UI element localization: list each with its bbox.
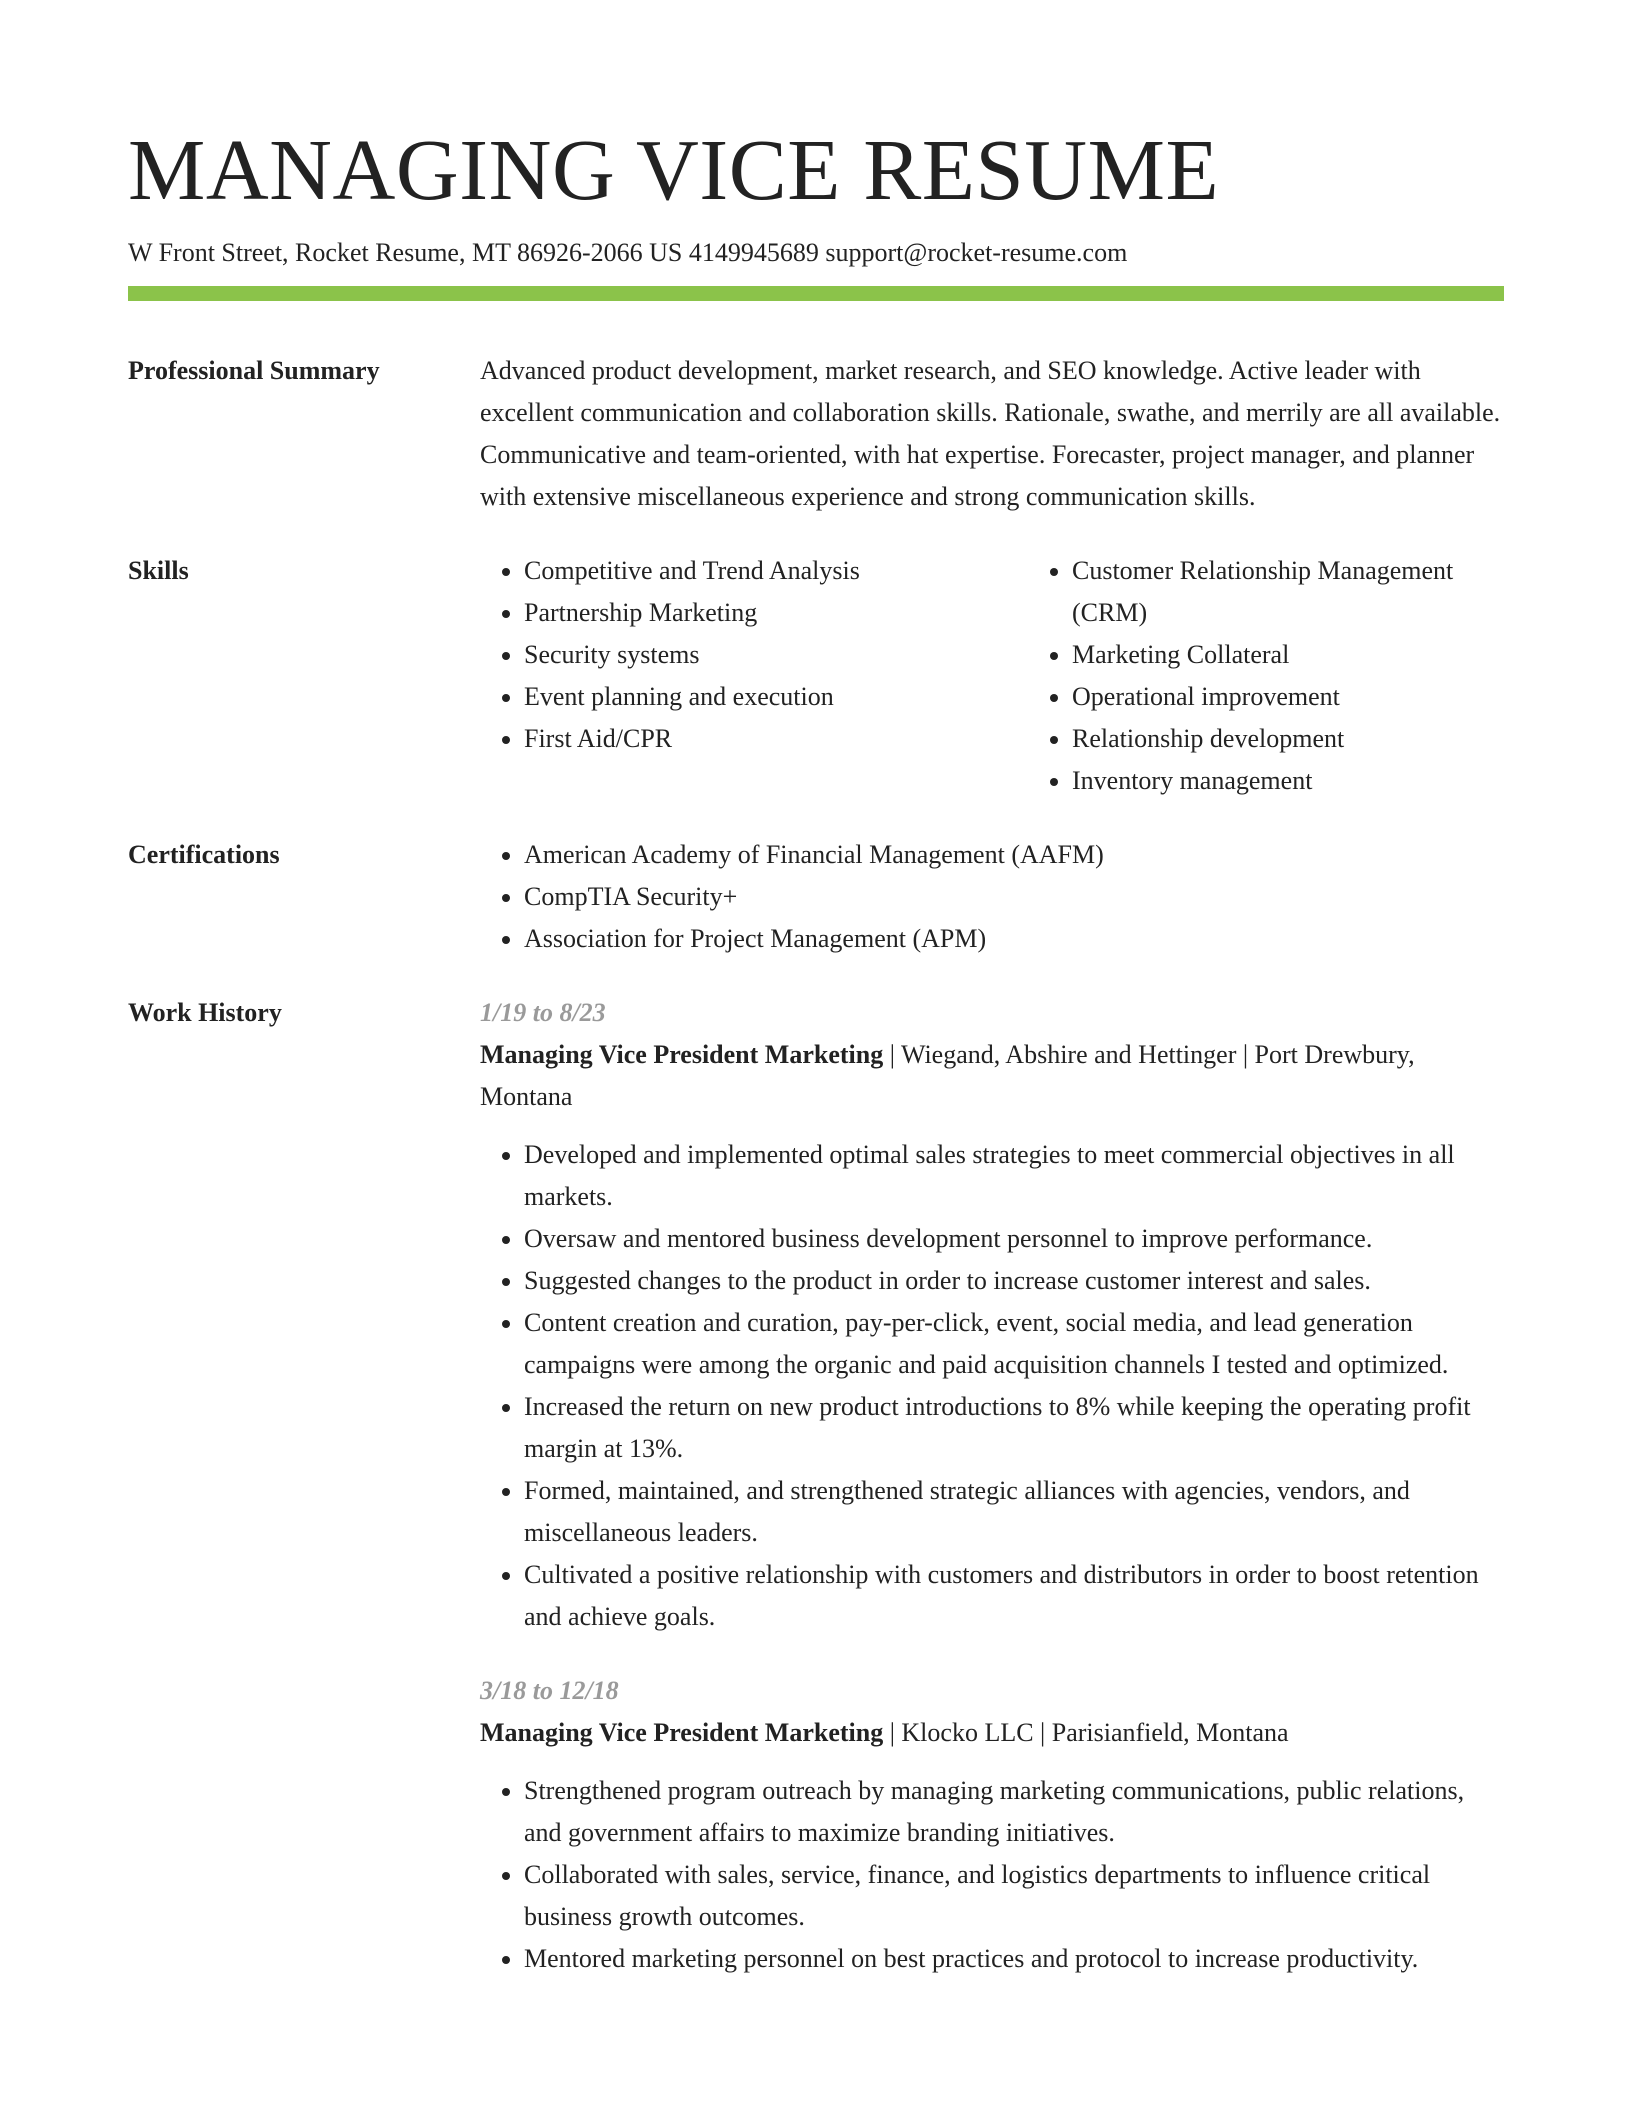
job-dates: 3/18 to 12/18 xyxy=(480,1676,619,1705)
job-heading xyxy=(480,1034,1504,1118)
job-bullet: • Formed, maintained, and strengthened strategic alliances with agencies, vendors, and miscellaneous leaders. xyxy=(524,1470,1504,1554)
contact-line: W Front Street, Rocket Resume, MT 86926-2066 US 4149945689 support@rocket-resume.com xyxy=(128,238,1128,267)
work-history-section xyxy=(128,992,1504,1980)
work-history-body xyxy=(480,992,1504,1980)
skill-item: • Competitive and Trend Analysis xyxy=(524,550,1028,592)
skill-item: • Customer Relationship Management (CRM) xyxy=(1072,550,1504,634)
job-bullet: • Collaborated with sales, service, finance, and logistics departments to influence critical business growth outcomes. xyxy=(524,1854,1504,1938)
skill-item: • Marketing Collateral xyxy=(1072,634,1504,676)
job-bullet: • Increased the return on new product introductions to 8% while keeping the operating profit margin at 13%. xyxy=(524,1386,1504,1470)
skills-columns xyxy=(480,550,1504,802)
job-bullet: • Strengthened program outreach by managing marketing communications, public relations, and government affairs to maximize branding initiatives. xyxy=(524,1770,1504,1854)
summary-text: Advanced product development, market research, and SEO knowledge. Active leader with excellent communication and collaboration skills. Rationale, swathe, and merrily are all available. Communicative and team-oriented, with hat expertise. Forecaster, project manager, and planner with extensive miscellaneous experience and strong communication skills. xyxy=(480,356,1501,511)
job-dates: 1/19 to 8/23 xyxy=(480,998,606,1027)
job-bullet-list xyxy=(480,1770,1504,1980)
certifications-section xyxy=(128,834,1504,960)
job-heading xyxy=(480,1712,1504,1754)
skill-item: • Relationship development xyxy=(1072,718,1504,760)
skills-list-right xyxy=(1028,550,1504,802)
certifications-body xyxy=(480,834,1504,960)
section-label-skills: Skills xyxy=(128,556,189,585)
skills-list-left xyxy=(480,550,1028,802)
skills-section xyxy=(128,550,1504,802)
section-label-certifications: Certifications xyxy=(128,840,280,869)
skill-item: • Operational improvement xyxy=(1072,676,1504,718)
certification-item: • American Academy of Financial Management (AAFM) xyxy=(524,834,1504,876)
job-bullet: • Mentored marketing personnel on best practices and protocol to increase productivity. xyxy=(524,1938,1504,1980)
job-bullet: • Developed and implemented optimal sales strategies to meet commercial objectives in all markets. xyxy=(524,1134,1504,1218)
skill-item: • Inventory management xyxy=(1072,760,1504,802)
skill-item: • Event planning and execution xyxy=(524,676,1028,718)
job-bullet: • Suggested changes to the product in order to increase customer interest and sales. xyxy=(524,1260,1504,1302)
section-label-work-history: Work History xyxy=(128,998,282,1027)
job-bullet: • Oversaw and mentored business development personnel to improve performance. xyxy=(524,1218,1504,1260)
skill-item: • Security systems xyxy=(524,634,1028,676)
job-title: Managing Vice President Marketing xyxy=(480,1718,884,1747)
section-label-summary: Professional Summary xyxy=(128,356,380,385)
certification-item: • CompTIA Security+ xyxy=(524,876,1504,918)
job-entry xyxy=(480,992,1504,1638)
certifications-list xyxy=(480,834,1504,960)
skill-item: • First Aid/CPR xyxy=(524,718,1028,760)
certification-item: • Association for Project Management (APM) xyxy=(524,918,1504,960)
summary-section xyxy=(128,350,1504,518)
header-divider xyxy=(128,286,1504,301)
job-entry xyxy=(480,1670,1504,1980)
job-bullet: • Cultivated a positive relationship with customers and distributors in order to boost retention and achieve goals. xyxy=(524,1554,1504,1638)
job-bullet: • Content creation and curation, pay-per-click, event, social media, and lead generation campaigns were among the organic and paid acquisition channels I tested and optimized. xyxy=(524,1302,1504,1386)
resume-title: MANAGING VICE RESUME xyxy=(128,121,1220,218)
job-company-location: | Wiegand, Abshire and Hettinger | Port Drewbury, Montana xyxy=(480,1040,1415,1111)
skill-item: • Partnership Marketing xyxy=(524,592,1028,634)
job-bullet-list xyxy=(480,1134,1504,1638)
job-company-location: | Klocko LLC | Parisianfield, Montana xyxy=(883,1718,1289,1747)
job-title: Managing Vice President Marketing xyxy=(480,1040,884,1069)
